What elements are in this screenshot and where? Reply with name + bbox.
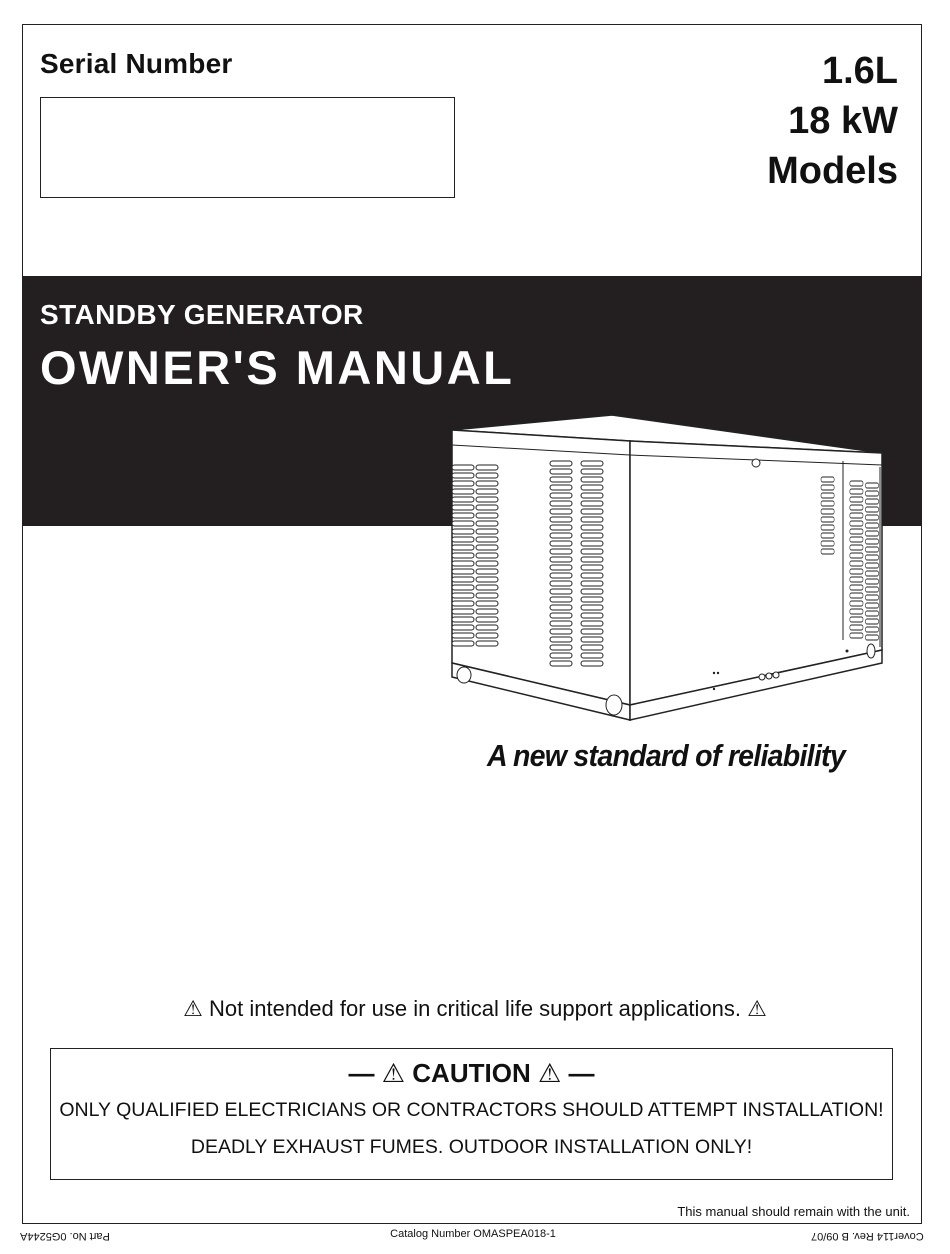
banner-subtitle: STANDBY GENERATOR [40,299,364,330]
part-number: Part No. 0G5244A [20,1230,110,1242]
banner-title: OWNER'S MANUAL [40,341,515,394]
cover-revision: Cover114 Rev. B 09/07 [811,1230,924,1242]
engine-size: 1.6L [821,50,898,92]
models-label: Models [767,150,898,192]
warning-triangle-icon: ⚠ [537,1058,562,1088]
caution-title: CAUTION [412,1058,531,1088]
warning-triangle-icon: ⚠ [381,1058,406,1088]
life-support-warning [0,996,950,1022]
generator-illustration [440,405,892,735]
caution-line-exhaust: DEADLY EXHAUST FUMES. OUTDOOR INSTALLATION ONLY! [190,1136,753,1158]
tagline: A new standard of reliability [487,738,845,773]
warning-triangle-icon: ⚠ [183,996,203,1021]
serial-number-box [40,97,455,198]
dash-left: — [348,1058,375,1088]
caution-line-installation: ONLY QUALIFIED ELECTRICIANS OR CONTRACTORS SHOULD ATTEMPT INSTALLATION! [59,1099,884,1121]
caution-heading [51,1058,892,1089]
catalog-number: Catalog Number OMASPEA018-1 [390,1228,556,1240]
serial-number-label: Serial Number [40,48,233,79]
caution-box [50,1048,893,1180]
model-info [767,46,898,196]
warning-triangle-icon: ⚠ [747,996,767,1021]
dash-right: — [568,1058,595,1088]
life-support-warning-text: Not intended for use in critical life support applications. [209,996,741,1021]
remain-with-unit-note: This manual should remain with the unit. [677,1204,910,1219]
power-rating: 18 kW [788,100,898,142]
